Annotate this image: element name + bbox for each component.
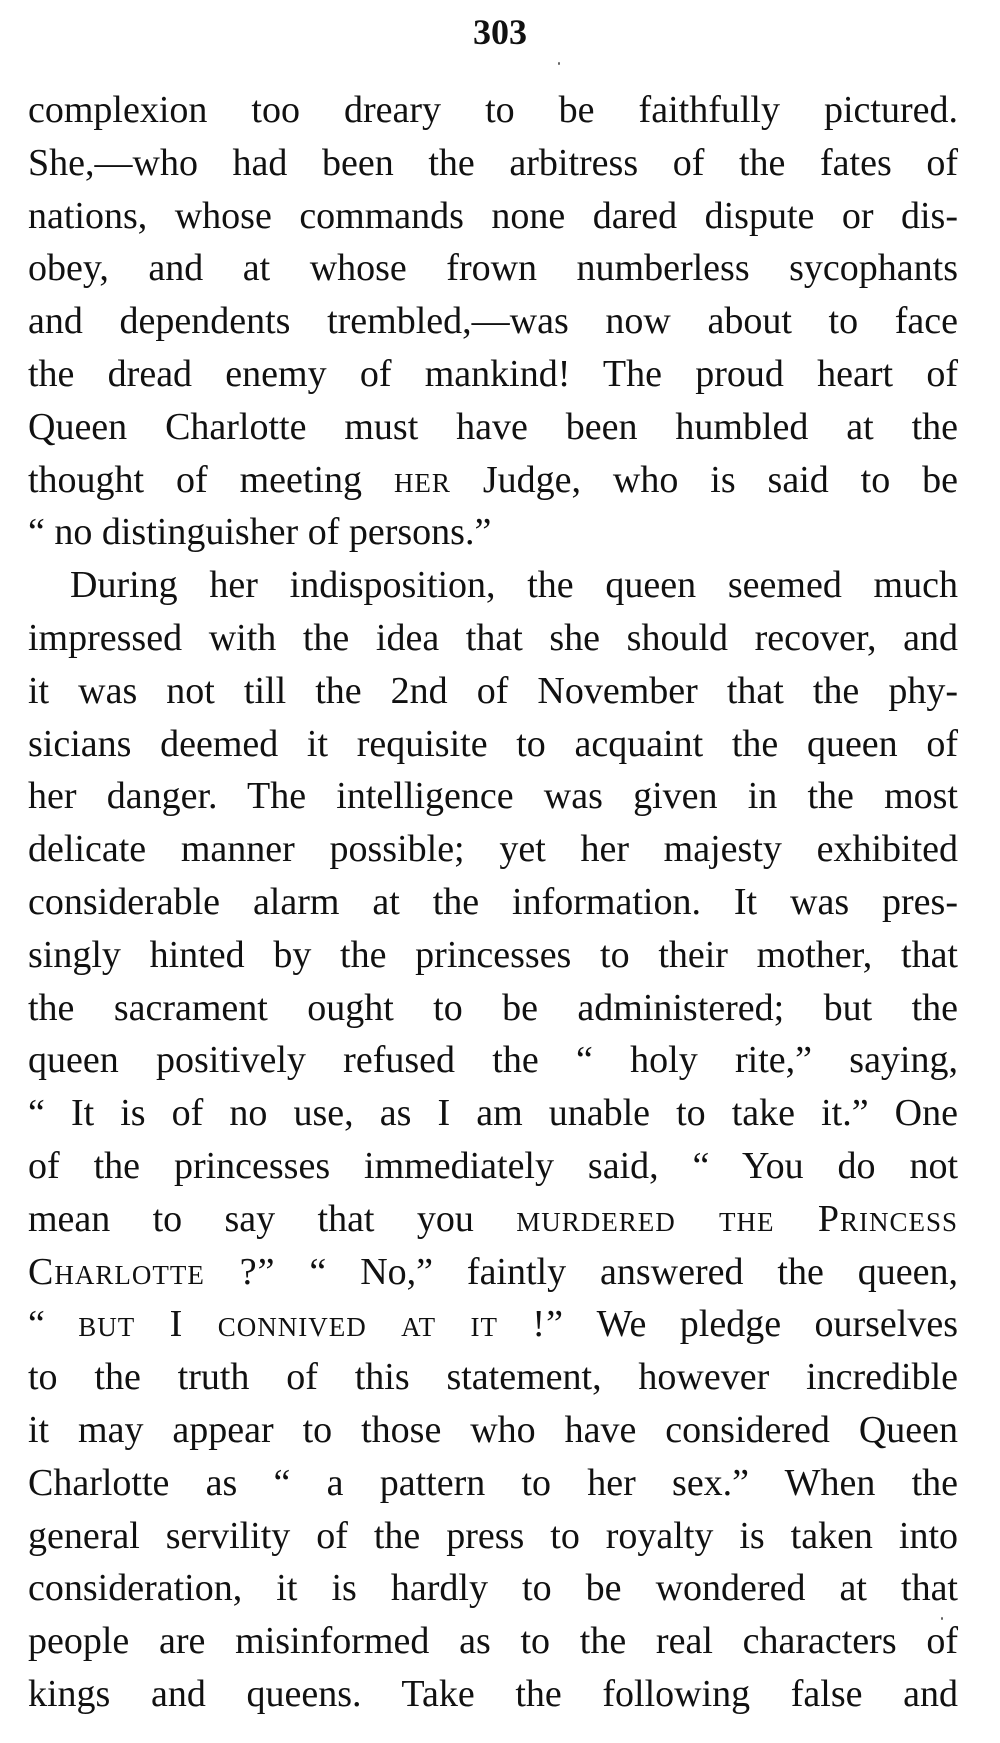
text-run: “ No,” faintly answered the queen, bbox=[309, 1250, 959, 1293]
text-line: general servility of the press to royalty is taken into bbox=[28, 1514, 958, 1557]
body-text bbox=[28, 84, 958, 1721]
text-line: queen positively refused the “ holy rite,” saying, bbox=[28, 1039, 958, 1082]
text-line: consideration, it is hardly to be wondered at that bbox=[28, 1567, 958, 1610]
paragraph-1 bbox=[28, 84, 958, 559]
text-run: “ bbox=[28, 1303, 45, 1346]
text-line: complexion too dreary to be faithfully pictured. bbox=[28, 89, 958, 131]
text-line bbox=[28, 1193, 958, 1246]
text-line: “ no distinguisher of persons.” bbox=[28, 511, 492, 554]
small-caps-emphasis: her bbox=[393, 458, 451, 501]
small-caps-emphasis: Charlotte ?” bbox=[28, 1250, 276, 1293]
text-line: to the truth of this statement, however incredible bbox=[28, 1356, 958, 1399]
text-run: Judge, who is said to be bbox=[482, 458, 959, 501]
text-line: her danger. The intelligence was given in the most bbox=[28, 775, 958, 818]
text-line: of the princesses immediately said, “ You do not bbox=[28, 1144, 958, 1187]
text-line: kings and queens. Take the following false and bbox=[28, 1672, 958, 1715]
text-line: obey, and at whose frown numberless sycophants bbox=[28, 247, 958, 290]
text-line: singly hinted by the princesses to their mother, that bbox=[28, 933, 958, 976]
scan-speck bbox=[558, 62, 560, 65]
text-run: We pledge ourselves bbox=[596, 1303, 958, 1346]
small-caps-emphasis: but I connived at it !” bbox=[78, 1303, 564, 1346]
text-line: people are misinformed as to the real characters of bbox=[28, 1620, 958, 1663]
text-line: “ It is of no use, as I am unable to take it.” One bbox=[28, 1092, 958, 1135]
text-line: Queen Charlotte must have been humbled at the bbox=[28, 405, 958, 448]
text-line: it may appear to those who have considered Queen bbox=[28, 1408, 958, 1451]
text-line: She,—who had been the arbitress of the fates of bbox=[28, 141, 958, 184]
small-caps-emphasis: murdered the Princess bbox=[516, 1197, 959, 1240]
text-line: sicians deemed it requisite to acquaint the queen of bbox=[28, 722, 958, 765]
text-line: considerable alarm at the information. It was pres- bbox=[28, 880, 958, 923]
text-line bbox=[28, 454, 958, 507]
text-line: impressed with the idea that she should recover, and bbox=[28, 616, 958, 659]
text-line bbox=[28, 1298, 958, 1351]
text-line: the dread enemy of mankind! The proud heart of bbox=[28, 352, 958, 395]
page-number: 303 bbox=[473, 12, 527, 52]
text-line: Charlotte as “ a pattern to her sex.” When the bbox=[28, 1461, 958, 1504]
text-line: the sacrament ought to be administered; but the bbox=[28, 986, 958, 1029]
text-line: delicate manner possible; yet her majesty exhibited bbox=[28, 828, 958, 871]
text-line: it was not till the 2nd of November that the phy- bbox=[28, 669, 958, 712]
scan-speck bbox=[941, 1617, 943, 1620]
text-line bbox=[28, 1246, 958, 1299]
text-line: During her indisposition, the queen seemed much bbox=[70, 564, 958, 607]
text-line: and dependents trembled,—was now about to face bbox=[28, 300, 958, 343]
text-run: mean to say that you bbox=[28, 1197, 474, 1240]
text-run: thought of meeting bbox=[28, 458, 363, 501]
text-line: nations, whose commands none dared dispute or dis- bbox=[28, 194, 958, 237]
paragraph-2 bbox=[28, 559, 958, 1721]
